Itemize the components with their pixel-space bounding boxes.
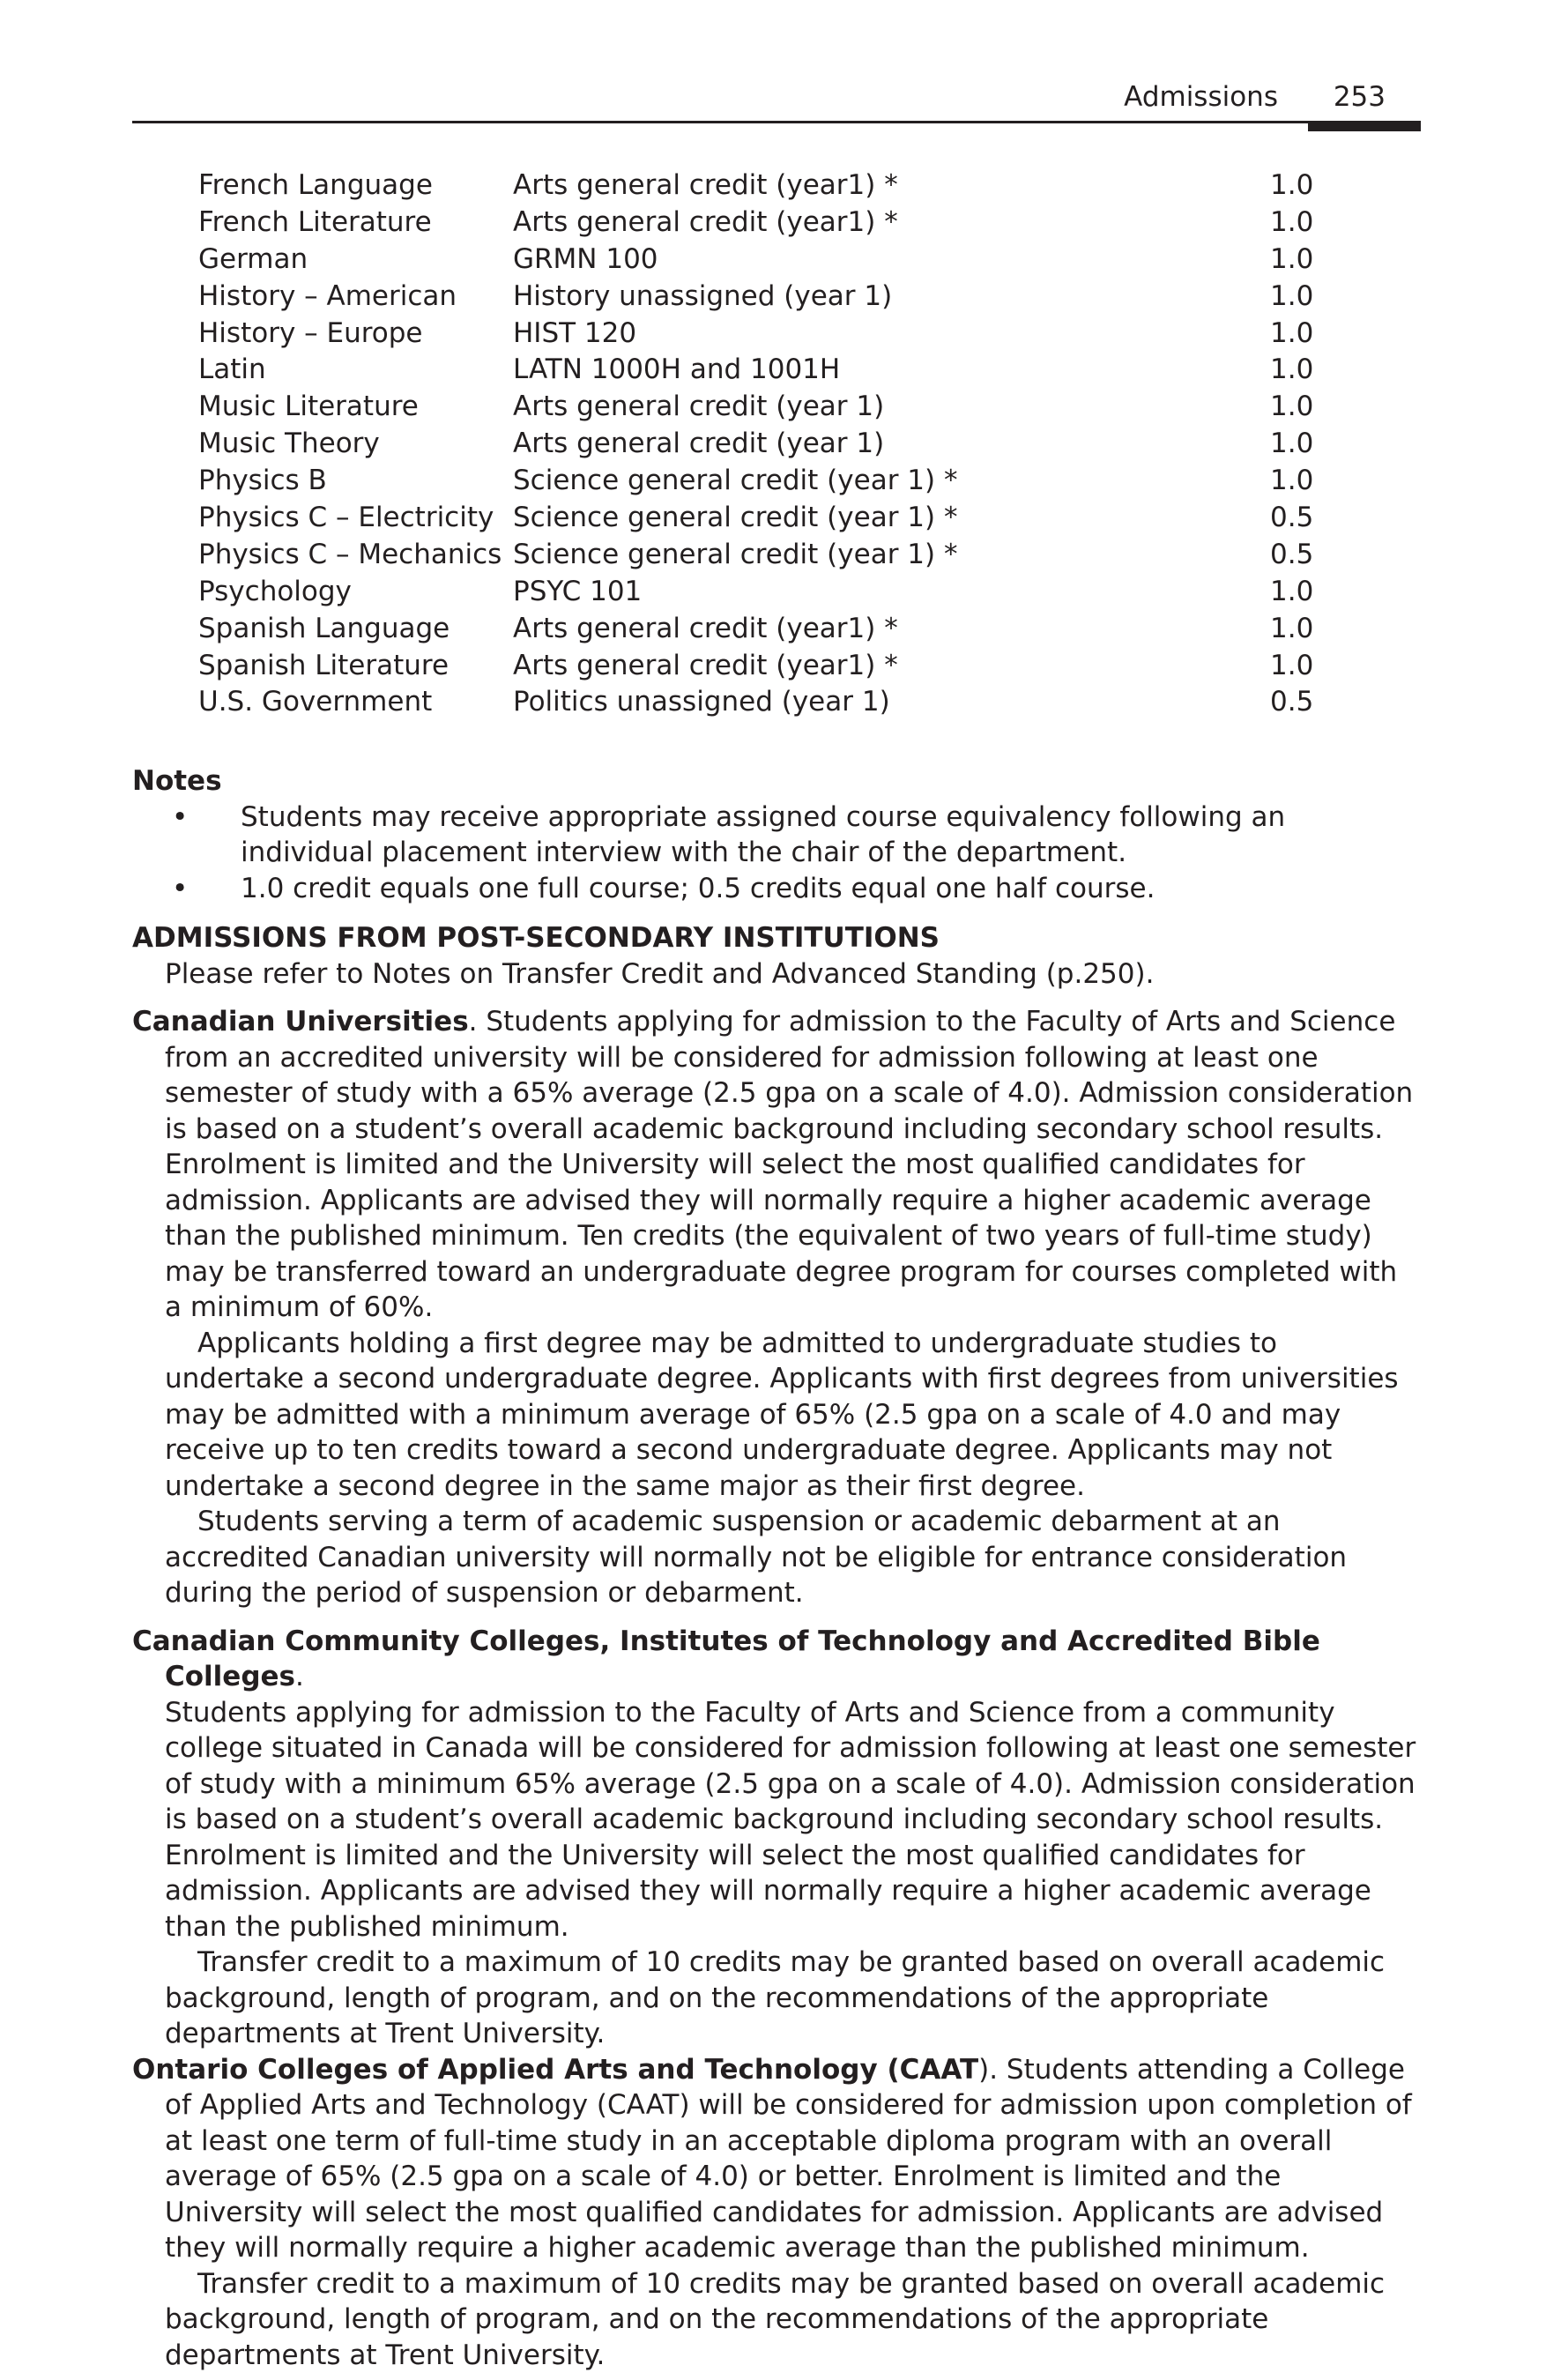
- table-row: [198, 684, 1344, 721]
- credit-cell: 1.0: [1270, 428, 1314, 460]
- credit-cell: 1.0: [1270, 169, 1314, 201]
- notes-item-text: 1.0 credit equals one full course; 0.5 credits equal one half course.: [241, 872, 1155, 904]
- credit-equivalency-table: [198, 167, 1344, 721]
- table-row: [198, 537, 1344, 574]
- table-row: [198, 611, 1344, 648]
- subject-cell: German: [198, 242, 308, 275]
- table-row: [198, 205, 1344, 242]
- table-row: [198, 242, 1344, 279]
- equivalent-cell: GRMN 100: [513, 242, 658, 275]
- equivalent-cell: Arts general credit (year1) *: [513, 649, 898, 681]
- subject-cell: Spanish Language: [198, 612, 450, 644]
- community-colleges-title: Canadian Community Colleges, Institutes of Technology and Accredited Bible Colleges: [132, 1625, 1320, 1692]
- bullet-icon: •: [172, 800, 189, 833]
- running-header: [132, 81, 1421, 123]
- notes-item: [132, 800, 1421, 871]
- canadian-universities-title: Canadian Universities: [132, 1006, 469, 1038]
- community-colleges-transfer: Transfer credit to a maximum of 10 credits may be granted based on overall academic background, length of program, and on the recommendations of the appropriate departments at Trent University.: [165, 1946, 1386, 2049]
- equivalent-cell: HIST 120: [513, 316, 637, 349]
- credit-cell: 1.0: [1270, 316, 1314, 349]
- equivalent-cell: PSYC 101: [513, 575, 643, 607]
- canadian-universities-suspension: Students serving a term of academic suspension or academic debarment at an accredited Canadian university will normally not be eligible for entrance consideration during the period of suspension or debarment.: [165, 1506, 1348, 1609]
- ontario-colleges-title: Ontario Colleges of Applied Arts and Technology (CAAT: [132, 2053, 979, 2086]
- community-colleges-text: Students applying for admission to the Faculty of Arts and Science from a community college situated in Canada will be considered for admission following at least one semester of study with a minimum 65% average (2.5 gpa on a scale of 4.0). Admission consideration is based on a student’s overall academic background including secondary school results. Enrolment is limited and the University will select the most qualified candidates for admission. Applicants are advised they will normally require a higher academic average than the published minimum.: [165, 1696, 1416, 1943]
- credit-cell: 0.5: [1270, 686, 1314, 718]
- subject-cell: Psychology: [198, 575, 352, 607]
- notes-item: [132, 871, 1421, 907]
- equivalent-cell: Politics unassigned (year 1): [513, 686, 890, 718]
- equivalent-cell: Science general credit (year 1) *: [513, 538, 958, 570]
- table-row: [198, 389, 1344, 426]
- ontario-colleges-transfer: Transfer credit to a maximum of 10 credits may be granted based on overall academic background, length of program, and on the recommendations of the appropriate departments at Trent University.: [165, 2267, 1386, 2371]
- credit-cell: 1.0: [1270, 353, 1314, 386]
- subject-cell: Music Literature: [198, 390, 419, 423]
- subject-cell: French Literature: [198, 205, 432, 238]
- subject-cell: U.S. Government: [198, 686, 433, 718]
- header-page-tab: [1308, 121, 1421, 131]
- credit-cell: 1.0: [1270, 649, 1314, 681]
- page-number: 253: [1333, 81, 1386, 113]
- ontario-colleges-paragraph: [132, 2052, 1421, 2266]
- table-row: [198, 279, 1344, 316]
- subject-cell: Music Theory: [198, 428, 380, 460]
- subject-cell: French Language: [198, 169, 433, 201]
- post-secondary-intro: Please refer to Notes on Transfer Credit and Advanced Standing (p.250).: [165, 957, 1155, 990]
- equivalent-cell: Science general credit (year 1) *: [513, 465, 958, 497]
- header-rule: [132, 121, 1421, 123]
- table-row: [198, 426, 1344, 463]
- bullet-icon: •: [172, 872, 189, 904]
- notes-heading: Notes: [132, 765, 222, 797]
- community-colleges-paragraph: [132, 1624, 1421, 1695]
- equivalent-cell: Arts general credit (year1) *: [513, 169, 898, 201]
- subject-cell: History – American: [198, 279, 457, 312]
- main-content: [132, 763, 1421, 2373]
- equivalent-cell: Science general credit (year 1) *: [513, 502, 958, 534]
- ontario-colleges-text: ). Students attending a College of Applied Arts and Technology (CAAT) will be considered for admission upon completion of at least one term of full-time study in an acceptable diploma program with an overall average of 65% (2.5 gpa on a scale of 4.0) or better. Enrolment is limited and the University will select the most qualified candidates for admission. Applicants are advised they will normally require a higher academic average than the published minimum.: [165, 2053, 1412, 2264]
- canadian-universities-paragraph: [132, 1004, 1421, 1326]
- equivalent-cell: Arts general credit (year1) *: [513, 612, 898, 644]
- equivalent-cell: Arts general credit (year 1): [513, 428, 885, 460]
- subject-cell: Physics C – Electricity: [198, 502, 494, 534]
- credit-cell: 1.0: [1270, 575, 1314, 607]
- header-section-title: Admissions: [1124, 81, 1278, 113]
- notes-item-text: Students may receive appropriate assigned course equivalency following an individual placement interview with the chair of the department.: [241, 800, 1286, 868]
- canadian-universities-text: . Students applying for admission to the Faculty of Arts and Science from an accredited university will be considered for admission following at least one semester of study with a 65% average (2.5 gpa on a scale of 4.0). Admission consideration is based on a student’s overall academic background including secondary school results. Enrolment is limited and the University will select the most qualified candidates for admission. Applicants are advised they will normally require a higher academic average than the published minimum. Ten credits (the equivalent of two years of full-time study) may be transferred toward an undergraduate degree program for courses completed with a minimum of 60%.: [165, 1006, 1414, 1323]
- credit-cell: 1.0: [1270, 465, 1314, 497]
- notes-list: [132, 800, 1421, 907]
- credit-cell: 1.0: [1270, 279, 1314, 312]
- credit-cell: 1.0: [1270, 612, 1314, 644]
- table-row: [198, 500, 1344, 537]
- credit-cell: 0.5: [1270, 502, 1314, 534]
- table-row: [198, 648, 1344, 685]
- table-row: [198, 167, 1344, 205]
- subject-cell: Physics C – Mechanics: [198, 538, 502, 570]
- table-row: [198, 316, 1344, 353]
- credit-cell: 1.0: [1270, 242, 1314, 275]
- equivalent-cell: History unassigned (year 1): [513, 279, 893, 312]
- credit-cell: 1.0: [1270, 390, 1314, 423]
- subject-cell: Latin: [198, 353, 266, 386]
- credit-cell: 1.0: [1270, 205, 1314, 238]
- section-heading-post-secondary: ADMISSIONS FROM POST-SECONDARY INSTITUTIONS: [132, 922, 940, 954]
- subject-cell: Physics B: [198, 465, 327, 497]
- equivalent-cell: LATN 1000H and 1001H: [513, 353, 841, 386]
- equivalent-cell: Arts general credit (year1) *: [513, 205, 898, 238]
- table-row: [198, 463, 1344, 500]
- table-row: [198, 352, 1344, 389]
- subject-cell: Spanish Literature: [198, 649, 450, 681]
- credit-cell: 0.5: [1270, 538, 1314, 570]
- community-colleges-period: .: [295, 1661, 304, 1692]
- subject-cell: History – Europe: [198, 316, 423, 349]
- canadian-universities-second-degree: Applicants holding a first degree may be admitted to undergraduate studies to undertake a second undergraduate degree. Applicants with first degrees from universities may be admitted with a minimum average of 65% (2.5 gpa on a scale of 4.0 and may receive up to ten credits toward a second undergraduate degree. Applicants may not undertake a second degree in the same major as their first degree.: [165, 1327, 1399, 1502]
- table-row: [198, 574, 1344, 611]
- equivalent-cell: Arts general credit (year 1): [513, 390, 885, 423]
